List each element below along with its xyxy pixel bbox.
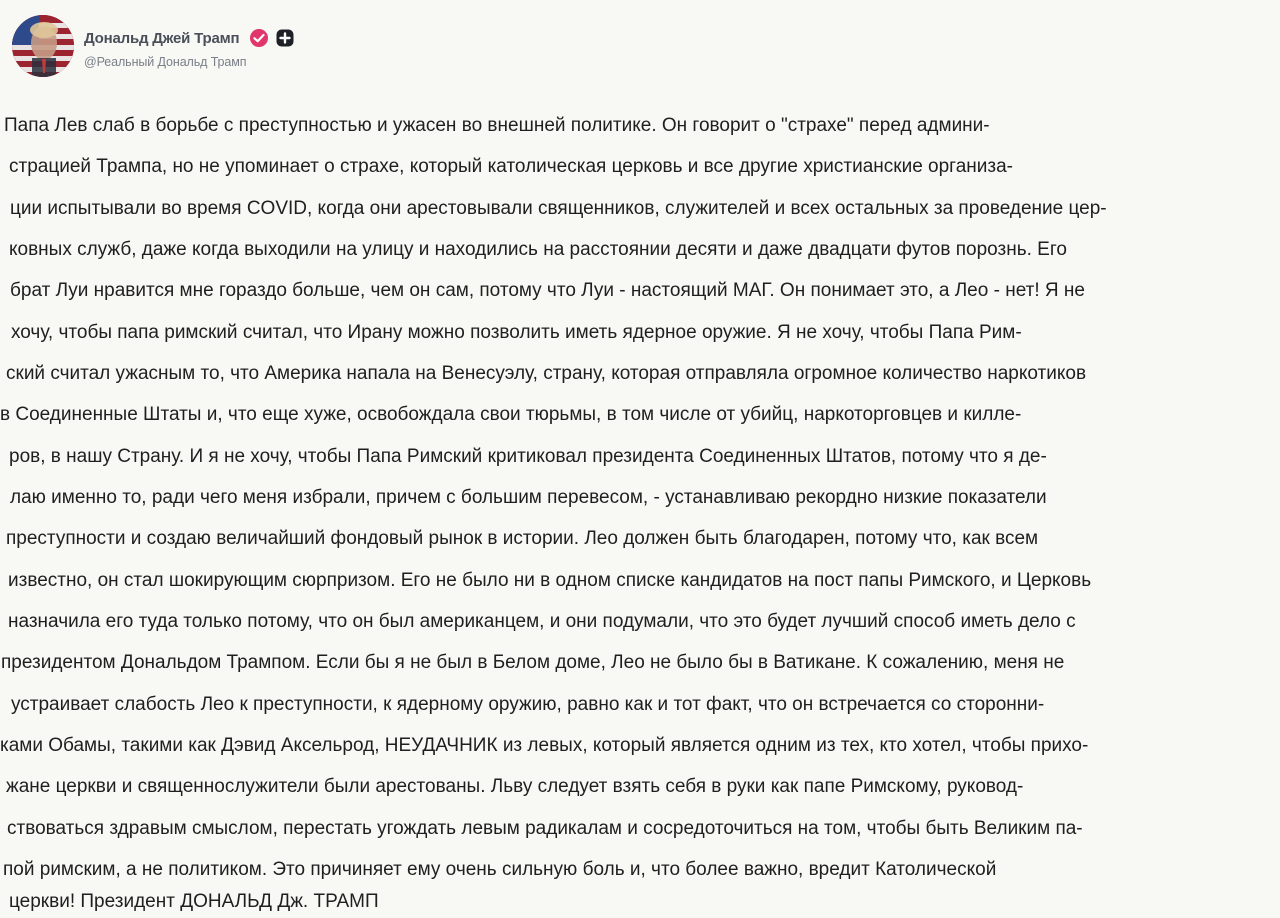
post-text-line: преступности и создаю величайший фондовый рынок в истории. Лео должен быть благодарен, потому что, как всем [6,528,1039,549]
avatar[interactable] [12,15,74,77]
post-text-line: брат Луи нравится мне гораздо больше, чем он сам, потому что Луи - настоящий МАГ. Он понимает это, а Лео - нет! Я не [10,280,1085,301]
post-text-line: страцией Трампа, но не упоминает о страхе, который католическая церковь и все другие христианские организа- [9,156,1013,177]
post-text-line: Папа Лев слаб в борьбе с преступностью и ужасен во внешней политике. Он говорит о "страхе" перед админи- [4,115,990,136]
author-display-name[interactable]: Дональд Джей Трамп [84,29,240,47]
post-text-line: пой римским, а не политиком. Это причиняет ему очень сильную боль и, что более важно, вредит Католической [3,859,997,880]
plus-square-icon[interactable] [275,28,295,48]
post-header [12,14,295,78]
post-text-line: президентом Дональдом Трампом. Если бы я не был в Белом доме, Лео не было бы в Ватикане. К сожалению, меня не [1,652,1065,673]
post-text-line: ствоваться здравым смыслом, перестать угождать левым радикалам и сосредоточиться на том, чтобы быть Великим па- [7,818,1083,839]
post-text-line: хочу, чтобы папа римский считал, что Ирану можно позволить иметь ядерное оружие. Я не хочу, чтобы Папа Рим- [11,322,1022,343]
avatar-flag-icon [12,15,74,77]
name-row [84,23,295,53]
post-text-line: ками Обамы, такими как Дэвид Аксельрод, НЕУДАЧНИК из левых, который является одним из тех, кто хотел, чтобы прихо- [0,735,1089,756]
verified-badge-icon [249,28,269,48]
post-text-line: ров, в нашу Страну. И я не хочу, чтобы Папа Римский критиковал президента Соединенных Штатов, потому что я де- [9,446,1047,467]
post-text-line: устраивает слабость Лео к преступности, к ядерному оружию, равно как и тот факт, что он встречается со сторонни- [11,694,1045,715]
post-text-line: ский считал ужасным то, что Америка напала на Венесуэлу, страну, которая отправляла огромное количество наркотиков [6,363,1087,384]
post-text-line: лаю именно то, ради чего меня избрали, причем с большим перевесом, - устанавливаю рекордно низкие показатели [10,487,1047,508]
author-block [84,23,295,69]
author-handle[interactable]: @Реальный Дональд Трамп [84,55,247,69]
post-text-line: ции испытывали во время COVID, когда они арестовывали священников, служителей и всех остальных за проведение цер- [10,198,1107,219]
post-text-line: церкви! Президент ДОНАЛЬД Дж. ТРАМП [9,891,379,912]
post-text-line: ковных служб, даже когда выходили на улицу и находились на расстоянии десяти и даже двадцати футов порознь. Его [9,239,1067,260]
post-text-line: назначила его туда только потому, что он был американцем, и они подумали, что это будет лучший способ иметь дело с [8,611,1076,632]
post-text-line: в Соединенные Штаты и, что еще хуже, освобождала свои тюрьмы, в том числе от убийц, наркоторговцев и килле- [0,404,1022,425]
post-text-line: известно, он стал шокирующим сюрпризом. Его не было ни в одном списке кандидатов на пост папы Римского, и Церковь [8,570,1092,591]
post-text-line: жане церкви и священнослужители были арестованы. Льву следует взять себя в руки как папе Римскому, руковод- [6,776,1024,797]
